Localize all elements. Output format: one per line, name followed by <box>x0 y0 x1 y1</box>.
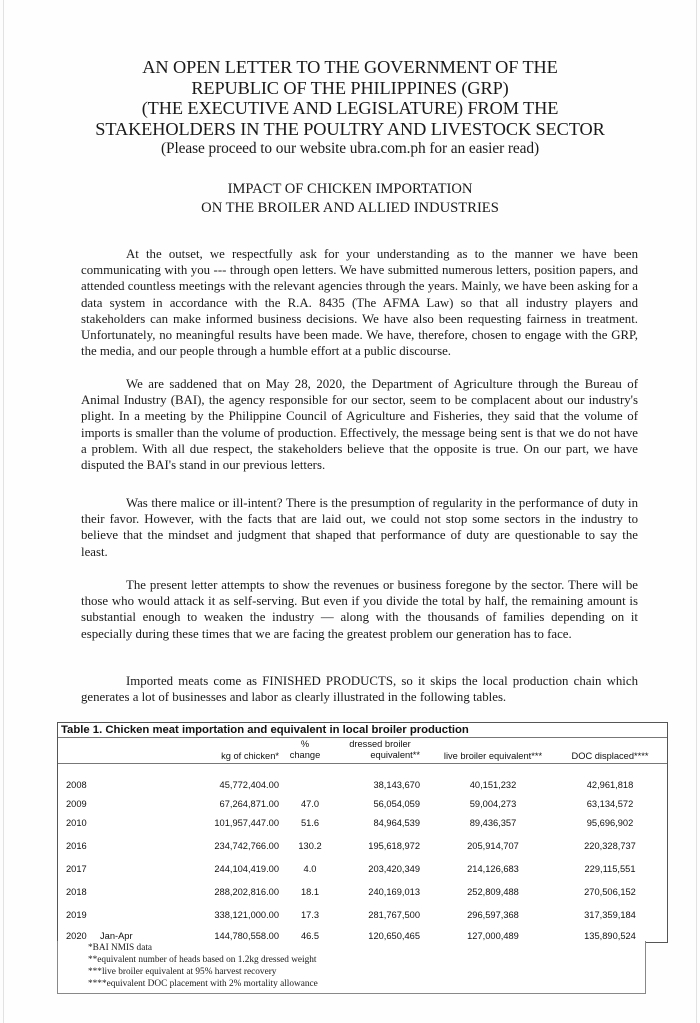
header-text: dressed broiler <box>349 739 411 749</box>
cell-pct: 4.0 <box>303 864 317 874</box>
cell-doc: 270,506,152 <box>584 887 636 897</box>
cell-kg: 144,780,558.00 <box>214 931 279 941</box>
cell-live: 89,436,357 <box>469 818 517 828</box>
cell-pct: 17.3 <box>300 910 320 920</box>
footnote: *BAI NMIS data <box>88 943 153 953</box>
cell-year: 2019 <box>66 910 87 920</box>
title-line: AN OPEN LETTER TO THE GOVERNMENT OF THE <box>142 57 558 77</box>
cell-year: 2010 <box>66 818 87 828</box>
cell-kg: 67,264,871.00 <box>219 799 279 809</box>
cell-pct: 51.6 <box>300 818 320 828</box>
cell-year: 2018 <box>66 887 87 897</box>
cell-pct: 18.1 <box>300 887 320 897</box>
header-pct-change <box>283 739 327 761</box>
table-row <box>58 779 667 791</box>
subtitle-line: ON THE BROILER AND ALLIED INDUSTRIES <box>201 199 499 216</box>
paragraph-imported-meats <box>81 673 638 705</box>
cell-dressed: 84,964,539 <box>373 818 420 828</box>
website-note: (Please proceed to our website ubra.com.ph for an easier read) <box>161 140 539 157</box>
cell-dressed: 195,618,972 <box>368 841 420 851</box>
cell-live: 59,004,273 <box>469 799 517 809</box>
cell-live: 296,597,368 <box>467 910 519 920</box>
table-title: Table 1. Chicken meat importation and equivalent in local broiler production <box>61 724 469 736</box>
cell-year: 2020 <box>66 931 87 941</box>
cell-kg: 288,202,816.00 <box>214 887 279 897</box>
cell-dressed: 56,054,059 <box>373 799 420 809</box>
cell-dressed: 203,420,349 <box>368 864 420 874</box>
footnote: ****equivalent DOC placement with 2% mortality allowance <box>88 979 318 989</box>
paragraph-outset <box>81 246 638 359</box>
title-line: STAKEHOLDERS IN THE POULTRY AND LIVESTOCK SECTOR <box>95 118 605 139</box>
cell-dressed: 120,650,465 <box>368 931 420 941</box>
header-doc-displaced: DOC displaced**** <box>571 751 649 761</box>
header-dressed-broiler <box>340 739 420 761</box>
table-divider <box>58 737 667 738</box>
cell-kg: 45,772,404.00 <box>219 780 279 790</box>
cell-doc: 220,328,737 <box>584 841 636 851</box>
cell-doc: 229,115,551 <box>584 864 636 874</box>
cell-live: 214,126,683 <box>467 864 519 874</box>
paragraph-malice <box>81 495 638 560</box>
table-row <box>58 840 667 852</box>
cell-kg: 234,742,766.00 <box>214 841 279 851</box>
cell-year: 2009 <box>66 799 87 809</box>
cell-pct: 46.5 <box>300 931 320 941</box>
cell-pct: 130.2 <box>298 841 322 851</box>
cell-doc: 42,961,818 <box>586 780 634 790</box>
title-line: (THE EXECUTIVE AND LEGISLATURE) FROM THE <box>141 98 559 118</box>
cell-kg: 244,104,419.00 <box>214 864 279 874</box>
header-text: % <box>300 739 310 749</box>
cell-pct: 47.0 <box>300 799 320 809</box>
cell-period: Jan-Apr <box>100 931 133 941</box>
table-row <box>58 798 667 810</box>
table-row <box>58 909 667 921</box>
paragraph-text: We are saddened that on May 28, 2020, the Department of Agriculture through the Bureau of Animal Industry (BAI), the agency responsible for our sector, seem to be complacent about our industry's plight. In a meeting by the Philippine Council of Agriculture and Fisheries, they said that the volume of imports is smaller than the volume of production. Effectively, the message being sent is that we do not have a problem. With all due respect, the stakeholders believe that the opposite is true. On our part, we have disputed the BAI's stand in our previous letters. <box>81 377 638 473</box>
header-text: change <box>289 750 321 760</box>
table-divider <box>58 763 667 764</box>
table-row <box>58 863 667 875</box>
cell-dressed: 38,143,670 <box>373 780 420 790</box>
cell-dressed: 240,169,013 <box>368 887 420 897</box>
paragraph-revenues <box>81 577 638 642</box>
subtitle-line: IMPACT OF CHICKEN IMPORTATION <box>227 181 473 197</box>
footnote: **equivalent number of heads based on 1.2kg dressed weight <box>88 955 317 965</box>
importation-table <box>57 722 668 943</box>
cell-dressed: 281,767,500 <box>368 910 420 920</box>
cell-doc: 95,696,902 <box>586 818 634 828</box>
header-text: equivalent** <box>370 750 420 760</box>
cell-kg: 338,121,000.00 <box>214 910 279 920</box>
paragraph-text: The present letter attempts to show the revenues or business foregone by the sector. There will be those who would attack it as self-serving. But even if you divide the total by half, the remaining amount is substantial enough to weaken the industry — along with the thousands of families depending on it especially during these times that we are facing the greatest problem our generation has to face. <box>81 578 638 641</box>
header-kg-of-chicken: kg of chicken* <box>221 751 279 761</box>
cell-live: 127,000,489 <box>467 931 519 941</box>
paragraph-text: Imported meats come as FINISHED PRODUCTS, so it skips the local production chain which generates a lot of businesses and labor as clearly illustrated in the following tables. <box>81 674 638 705</box>
table-row <box>58 886 667 898</box>
cell-live: 205,914,707 <box>467 841 519 851</box>
cell-year: 2008 <box>66 780 87 790</box>
cell-doc: 317,359,184 <box>584 910 636 920</box>
paragraph-text: At the outset, we respectfully ask for your understanding as to the manner we have been communicating with you --- through open letters. We have submitted numerous letters, position papers, and attended countless meetings with the relevant agencies through the years. Mainly, we have been asking for a data system in accordance with the R.A. 8435 (The AFMA Law) so that all industry players and stakeholders can make informed business decisions. We have also been requesting fairness in treatment. Unfortunately, no meaningful results have been made. We have, therefore, chosen to engage with the GRP, the media, and our people through a humble effort at a public discourse. <box>81 247 638 359</box>
table-footnotes <box>57 941 646 994</box>
paragraph-saddened <box>81 376 638 473</box>
cell-doc: 135,890,524 <box>584 931 636 941</box>
footnote: ***live broiler equivalent at 95% harvest recovery <box>88 967 277 977</box>
cell-year: 2017 <box>66 864 87 874</box>
section-subtitle <box>0 180 700 217</box>
title-line: REPUBLIC OF THE PHILIPPINES (GRP) <box>191 77 509 98</box>
cell-live: 252,809,488 <box>467 887 519 897</box>
header-live-broiler: live broiler equivalent*** <box>443 751 543 761</box>
letter-title <box>0 57 700 158</box>
cell-live: 40,151,232 <box>469 780 517 790</box>
cell-kg: 101,957,447.00 <box>214 818 279 828</box>
paragraph-text: Was there malice or ill-intent? There is the presumption of regularity in the performance of duty in their favor. However, with the facts that are laid out, we could not stop some sectors in the industry to believe that the mindset and judgment that shaped that performance of duty are questionable to say the least. <box>81 496 638 559</box>
cell-doc: 63,134,572 <box>586 799 634 809</box>
table-row <box>58 817 667 829</box>
cell-year: 2016 <box>66 841 87 851</box>
